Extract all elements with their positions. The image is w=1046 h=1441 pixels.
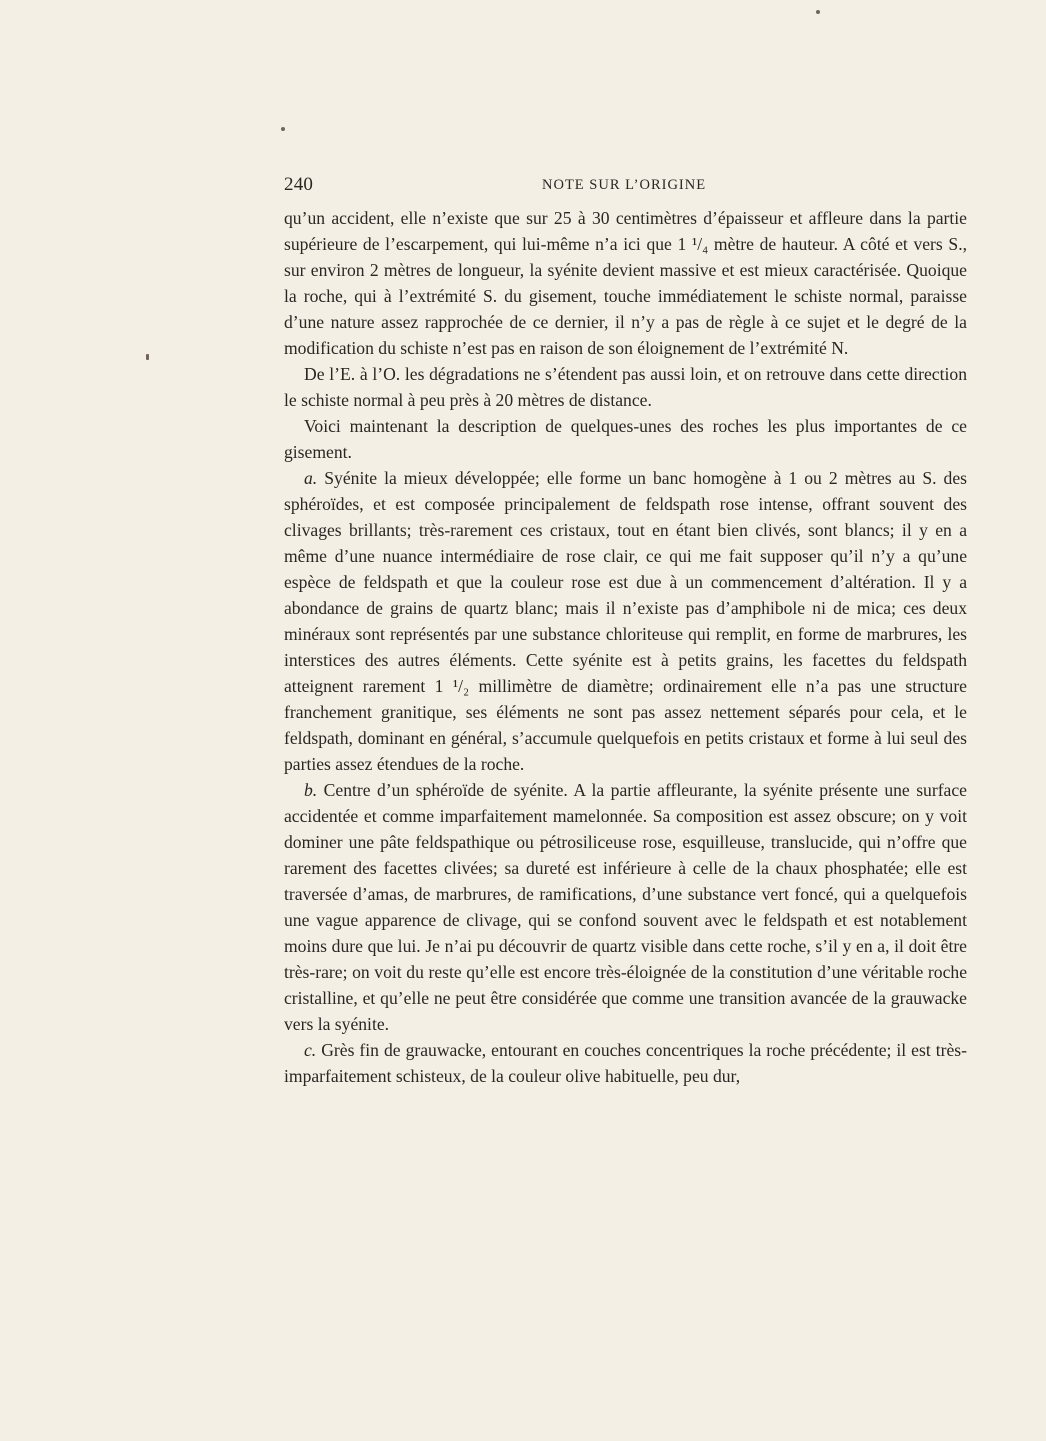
paragraph-continuation	[284, 205, 967, 361]
ink-speck	[146, 354, 149, 360]
paragraph-item-b	[284, 777, 967, 1037]
running-title: NOTE SUR L’ORIGINE	[542, 177, 707, 193]
paragraph-text: Grès fin de grauwacke, entourant en couches concentriques la roche précédente; il est très-imparfaitement schisteux, de la couleur olive habituelle, peu dur,	[284, 1040, 967, 1086]
paragraph-text: De l’E. à l’O. les dégradations ne s’étendent pas aussi loin, et on retrouve dans cette direction le schiste normal à peu près à 20 mètres de distance.	[284, 364, 967, 410]
paragraph-text: Voici maintenant la description de quelques-unes des roches les plus importantes de ce gisement.	[284, 416, 967, 462]
paragraph-text: Centre d’un sphéroïde de syénite. A la partie affleurante, la syénite présente une surface accidentée et comme imparfaitement mamelonnée. Sa composition est assez obscure; on y voit dominer une pâte feldspathique ou pétrosiliceuse rose, esquilleuse, translucide, qui n’offre que rarement des facettes clivées; sa dureté est inférieure à celle de la chaux phosphatée; elle est traversée d’amas, de marbrures, de ramifications, d’une substance vert foncé, qui a quelquefois une vague apparence de clivage, qui se confond souvent avec le feldspath et est notablement moins dure que lui. Je n’ai pu découvrir de quartz visible dans cette roche, s’il y en a, il doit être très-rare; on voit du reste qu’elle est encore très-éloignée de la constitution d’une véritable roche cristalline, et qu’elle ne peut être considérée que comme une transition avancée de la grauwacke vers la syénite.	[284, 780, 967, 1034]
paragraph-intro-description	[284, 413, 967, 465]
ink-speck	[816, 10, 820, 14]
paragraph-east-west	[284, 361, 967, 413]
page-number: 240	[284, 174, 314, 195]
item-label: b.	[304, 780, 318, 800]
running-head	[284, 174, 968, 198]
paragraph-item-a	[284, 465, 967, 777]
paragraph-text: Syénite la mieux développée; elle forme un banc homogène à 1 ou 2 mètres au S. des sphéroïdes, et est composée principalement de feldspath rose intense, offrant souvent des clivages brillants; très-rarement ces cristaux, tout en étant bien clivés, sont blancs; il y en a même d’une nuance intermédiaire de rose clair, ce qui me fait supposer qu’il n’y a qu’une espèce de feldspath et que la couleur rose est due à un commencement d’altération. Il y a abondance de grains de quartz blanc; mais il n’existe pas d’amphibole ni de mica; ces deux minéraux sont représentés par une substance chloriteuse qui remplit, en forme de marbrures, les interstices des autres éléments. Cette syénite est à petits grains, les facettes du feldspath atteignent rarement 1 ¹/₂ millimètre de diamètre; ordinairement elle n’a pas une structure franchement granitique, ses éléments ne sont pas assez nettement séparés pour cela, et le feldspath, dominant en général, s’accumule quelquefois en petits cristaux et forme à lui seul des parties assez étendues de la roche.	[284, 468, 967, 774]
item-label: c.	[304, 1040, 317, 1060]
paragraph-item-c	[284, 1037, 967, 1089]
item-label: a.	[304, 468, 318, 488]
paragraph-text: qu’un accident, elle n’existe que sur 25 à 30 centimètres d’épaisseur et affleure dans la partie supérieure de l’escarpement, qui lui-même n’a ici que 1 ¹/₄ mètre de hauteur. A côté et vers S., sur environ 2 mètres de longueur, la syénite devient massive et est mieux caractérisée. Quoique la roche, qui à l’extrémité S. du gisement, touche immédiatement le schiste normal, paraisse d’une nature assez rapprochée de ce dernier, il n’y a pas de règle à ce sujet et le degré de la modification du schiste n’est pas en raison de son éloignement de l’extrémité N.	[284, 208, 967, 358]
body-text	[284, 205, 967, 1089]
ink-speck	[281, 127, 285, 131]
